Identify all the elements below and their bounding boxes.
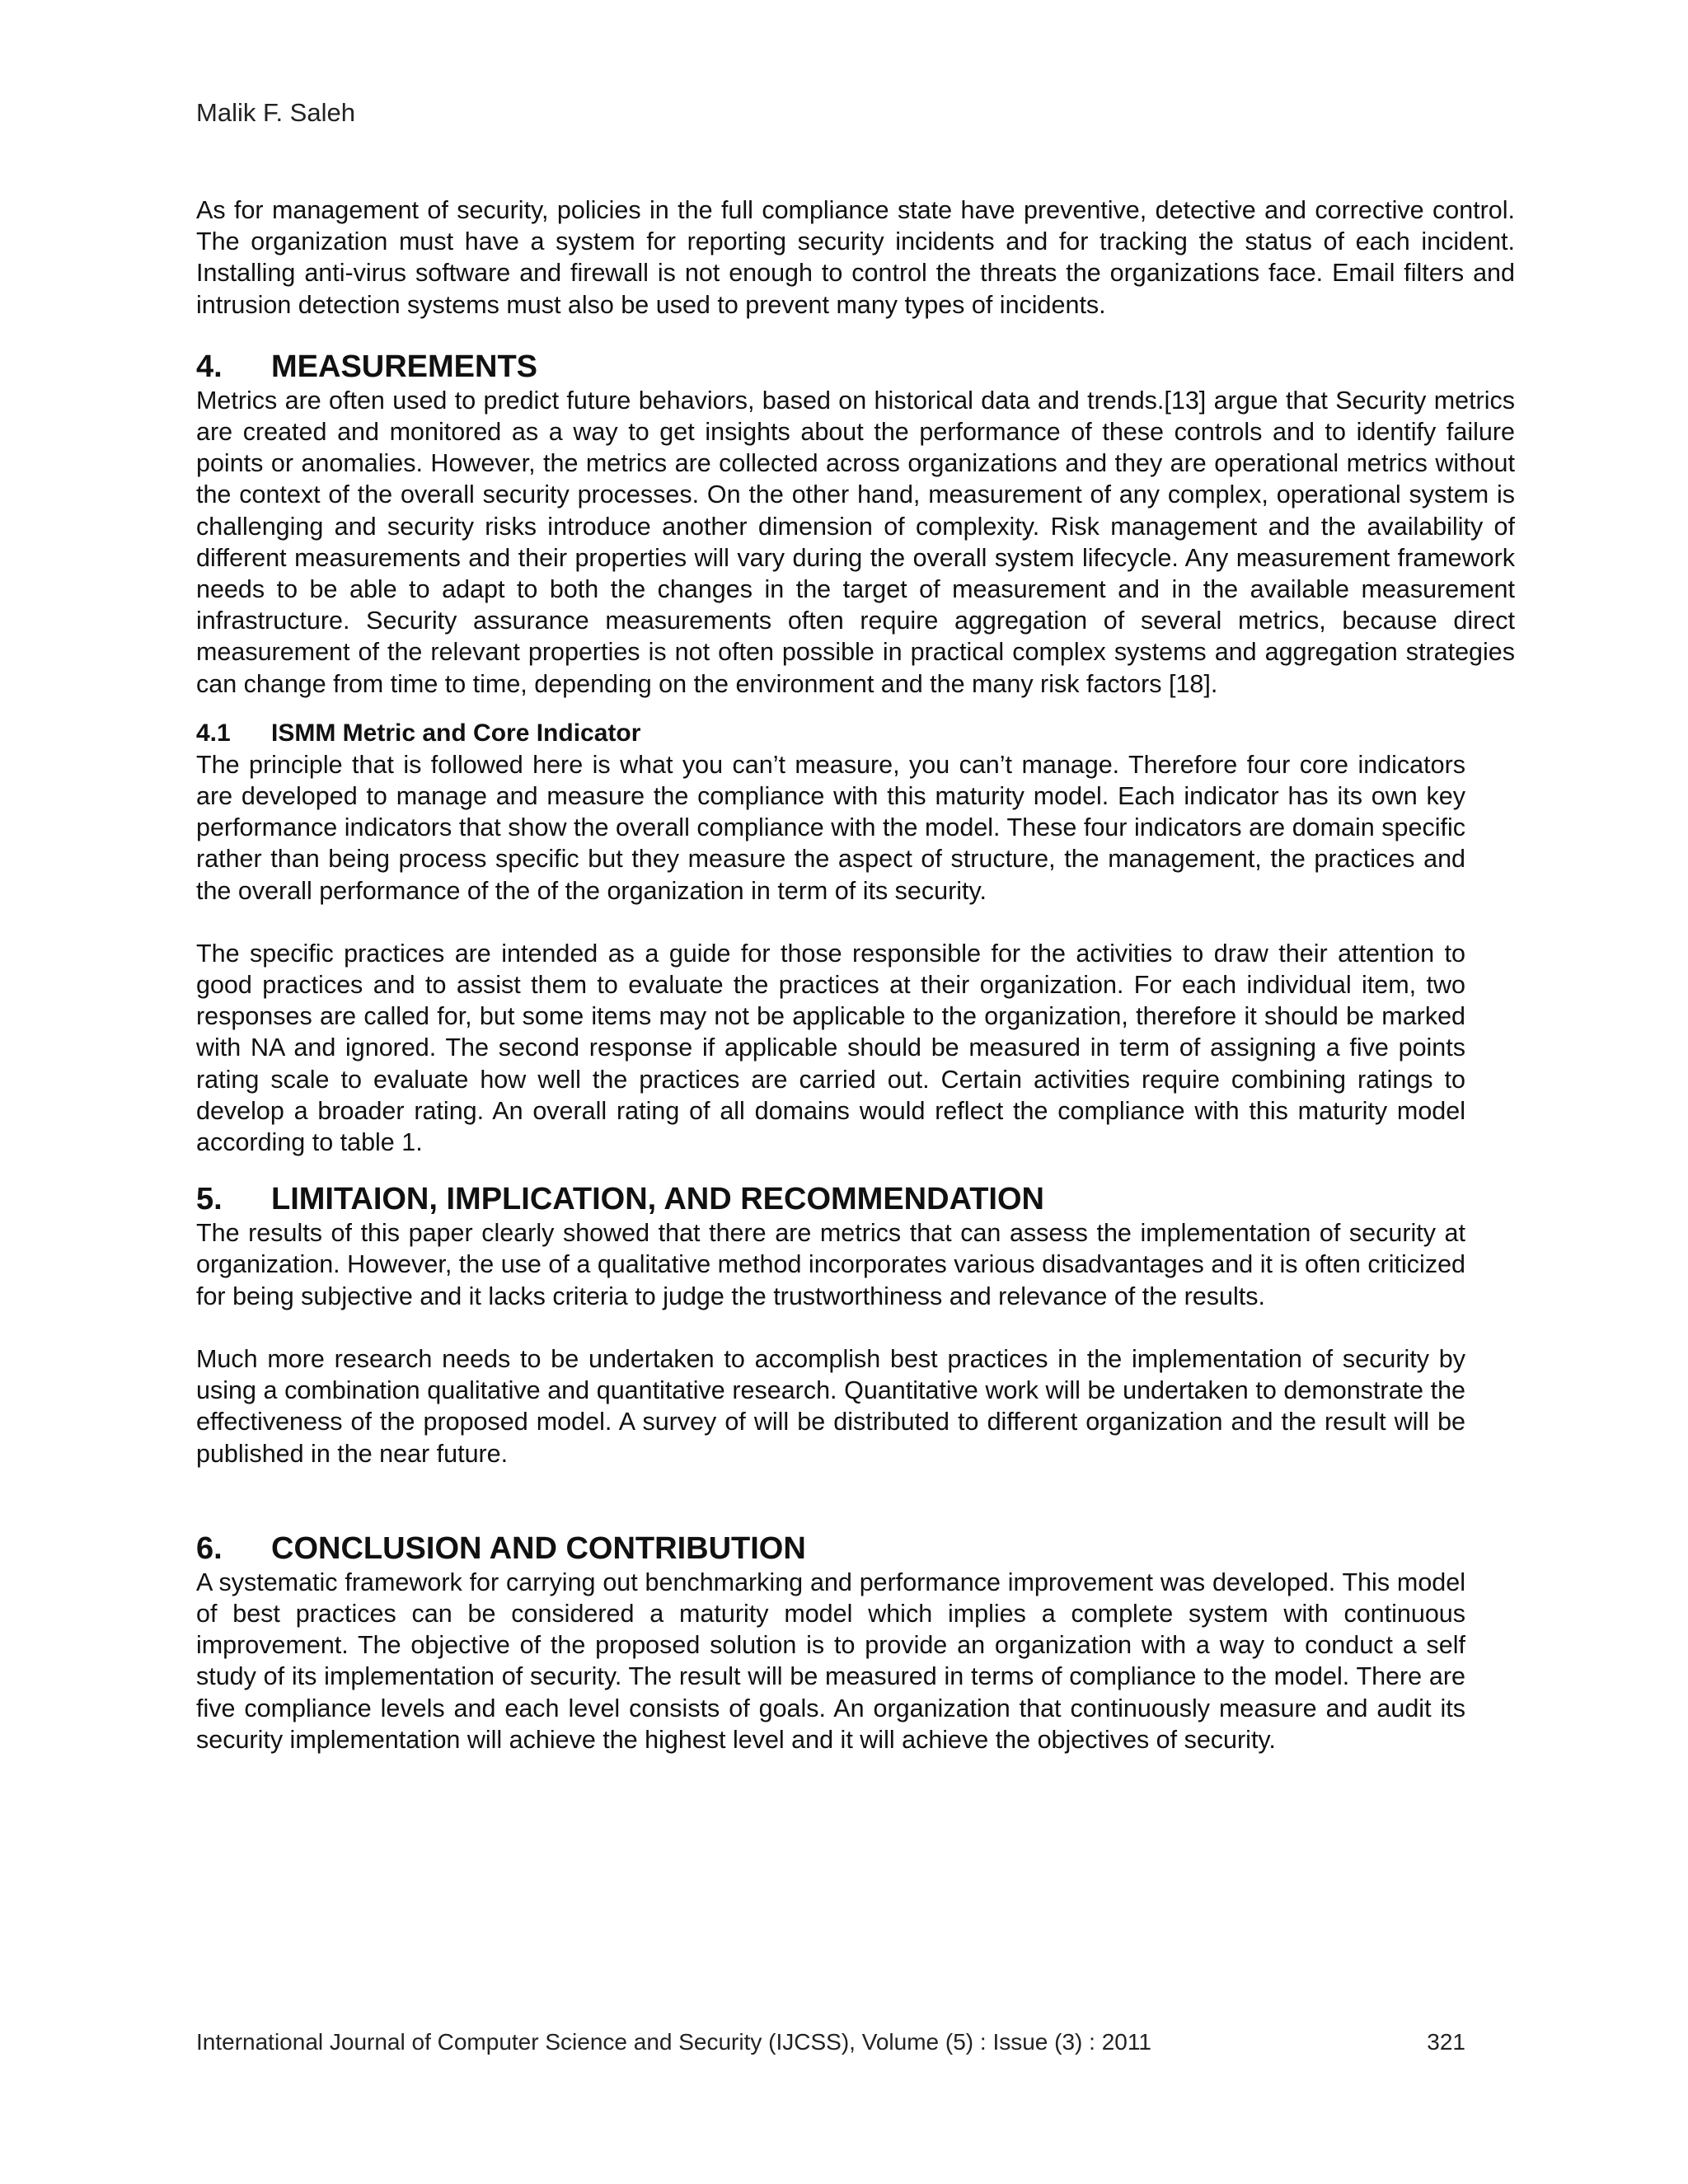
ismm-paragraph-1: The principle that is followed here is what you can’t measure, you can’t manage. Therefore four core indicators are developed to manage and measure the compliance with this maturity model. Each indicator has its own key performance indicators that show the overall compliance with the model. These four indicators are domain specific rather than being process specific but they measure the aspect of structure, the management, the practices and the overall performance of the of the organization in term of its security. — [196, 750, 1465, 905]
section-title: CONCLUSION AND CONTRIBUTION — [271, 1530, 806, 1566]
limitation-paragraph-2: Much more research needs to be undertaken to accomplish best practices in the implementation of security by using a combination qualitative and quantitative research. Quantitative work will be undertaken to demonstrate the effectiveness of the proposed model. A survey of will be distributed to different organization and the result will be published in the near future. — [196, 1344, 1465, 1468]
section-heading-limitation — [196, 1181, 1515, 1217]
section-heading-measurements — [196, 349, 1515, 385]
section-title: MEASUREMENTS — [271, 349, 538, 384]
section-heading-conclusion — [196, 1530, 1515, 1567]
subsection-title: ISMM Metric and Core Indicator — [271, 719, 641, 747]
measurements-paragraph: Metrics are often used to predict future behaviors, based on historical data and trends.[13] argue that Security metrics are created and monitored as a way to get insights about the performance of these controls and to identify failure points or anomalies. However, the metrics are collected across organizations and they are operational metrics without the context of the overall security processes. On the other hand, measurement of any complex, operational system is challenging and security risks introduce another dimension of complexity. Risk management and the availability of different measurements and their properties will vary during the overall system lifecycle. Any measurement framework needs to be able to adapt to both the changes in the target of measurement and in the available measurement infrastructure. Security assurance measurements often require aggregation of several metrics, because direct measurement of the relevant properties is not often possible in practical complex systems and aggregation strategies can change from time to time, depending on the environment and the many risk factors [18]. — [196, 386, 1515, 698]
subsection-heading-ismm-metric — [196, 718, 1515, 749]
limitation-paragraph-1: The results of this paper clearly showed that there are metrics that can assess the implementation of security at organization. However, the use of a qualitative method incorporates various disadvantages and it is often criticized for being subjective and it lacks criteria to judge the trustworthiness and relevance of the results. — [196, 1219, 1465, 1310]
section-number: 5. — [196, 1182, 223, 1217]
page-content — [196, 194, 1515, 1755]
intro-paragraph: As for management of security, policies in the full compliance state have preventive, detective and corrective control. The organization must have a system for reporting security incidents and for tracking the status of each incident. Installing anti-virus software and firewall is not enough to control the threats the organizations face. Email filters and intrusion detection systems must also be used to prevent many types of incidents. — [196, 196, 1515, 319]
page-footer — [196, 2027, 1465, 2057]
subsection-number: 4.1 — [196, 719, 231, 747]
section-number: 4. — [196, 349, 223, 384]
section-number: 6. — [196, 1530, 223, 1566]
footer-journal: International Journal of Computer Science and Security (IJCSS), Volume (5) : Issue (3) : 2011 — [196, 2029, 1151, 2055]
paper-page — [196, 0, 1515, 2184]
section-title: LIMITAION, IMPLICATION, AND RECOMMENDATION — [271, 1182, 1044, 1217]
page-number: 321 — [1427, 2029, 1465, 2055]
ismm-paragraph-2: The specific practices are intended as a guide for those responsible for the activities to draw their attention to good practices and to assist them to evaluate the practices at their organization. For each individual item, two responses are called for, but some items may not be applicable to the organization, therefore it should be marked with NA and ignored. The second response if applicable should be measured in term of assigning a five points rating scale to evaluate how well the practices are carried out. Certain activities require combining ratings to develop a broader rating. An overall rating of all domains would reflect the compliance with this maturity model according to table 1. — [196, 939, 1465, 1157]
running-head: Malik F. Saleh — [196, 98, 355, 127]
conclusion-paragraph: A systematic framework for carrying out benchmarking and performance improvement was developed. This model of best practices can be considered a maturity model which implies a complete system with continuous improvement. The objective of the proposed solution is to provide an organization with a way to conduct a self study of its implementation of security. The result will be measured in terms of compliance to the model. There are five compliance levels and each level consists of goals. An organization that continuously measure and audit its security implementation will achieve the highest level and it will achieve the objectives of security. — [196, 1568, 1465, 1754]
